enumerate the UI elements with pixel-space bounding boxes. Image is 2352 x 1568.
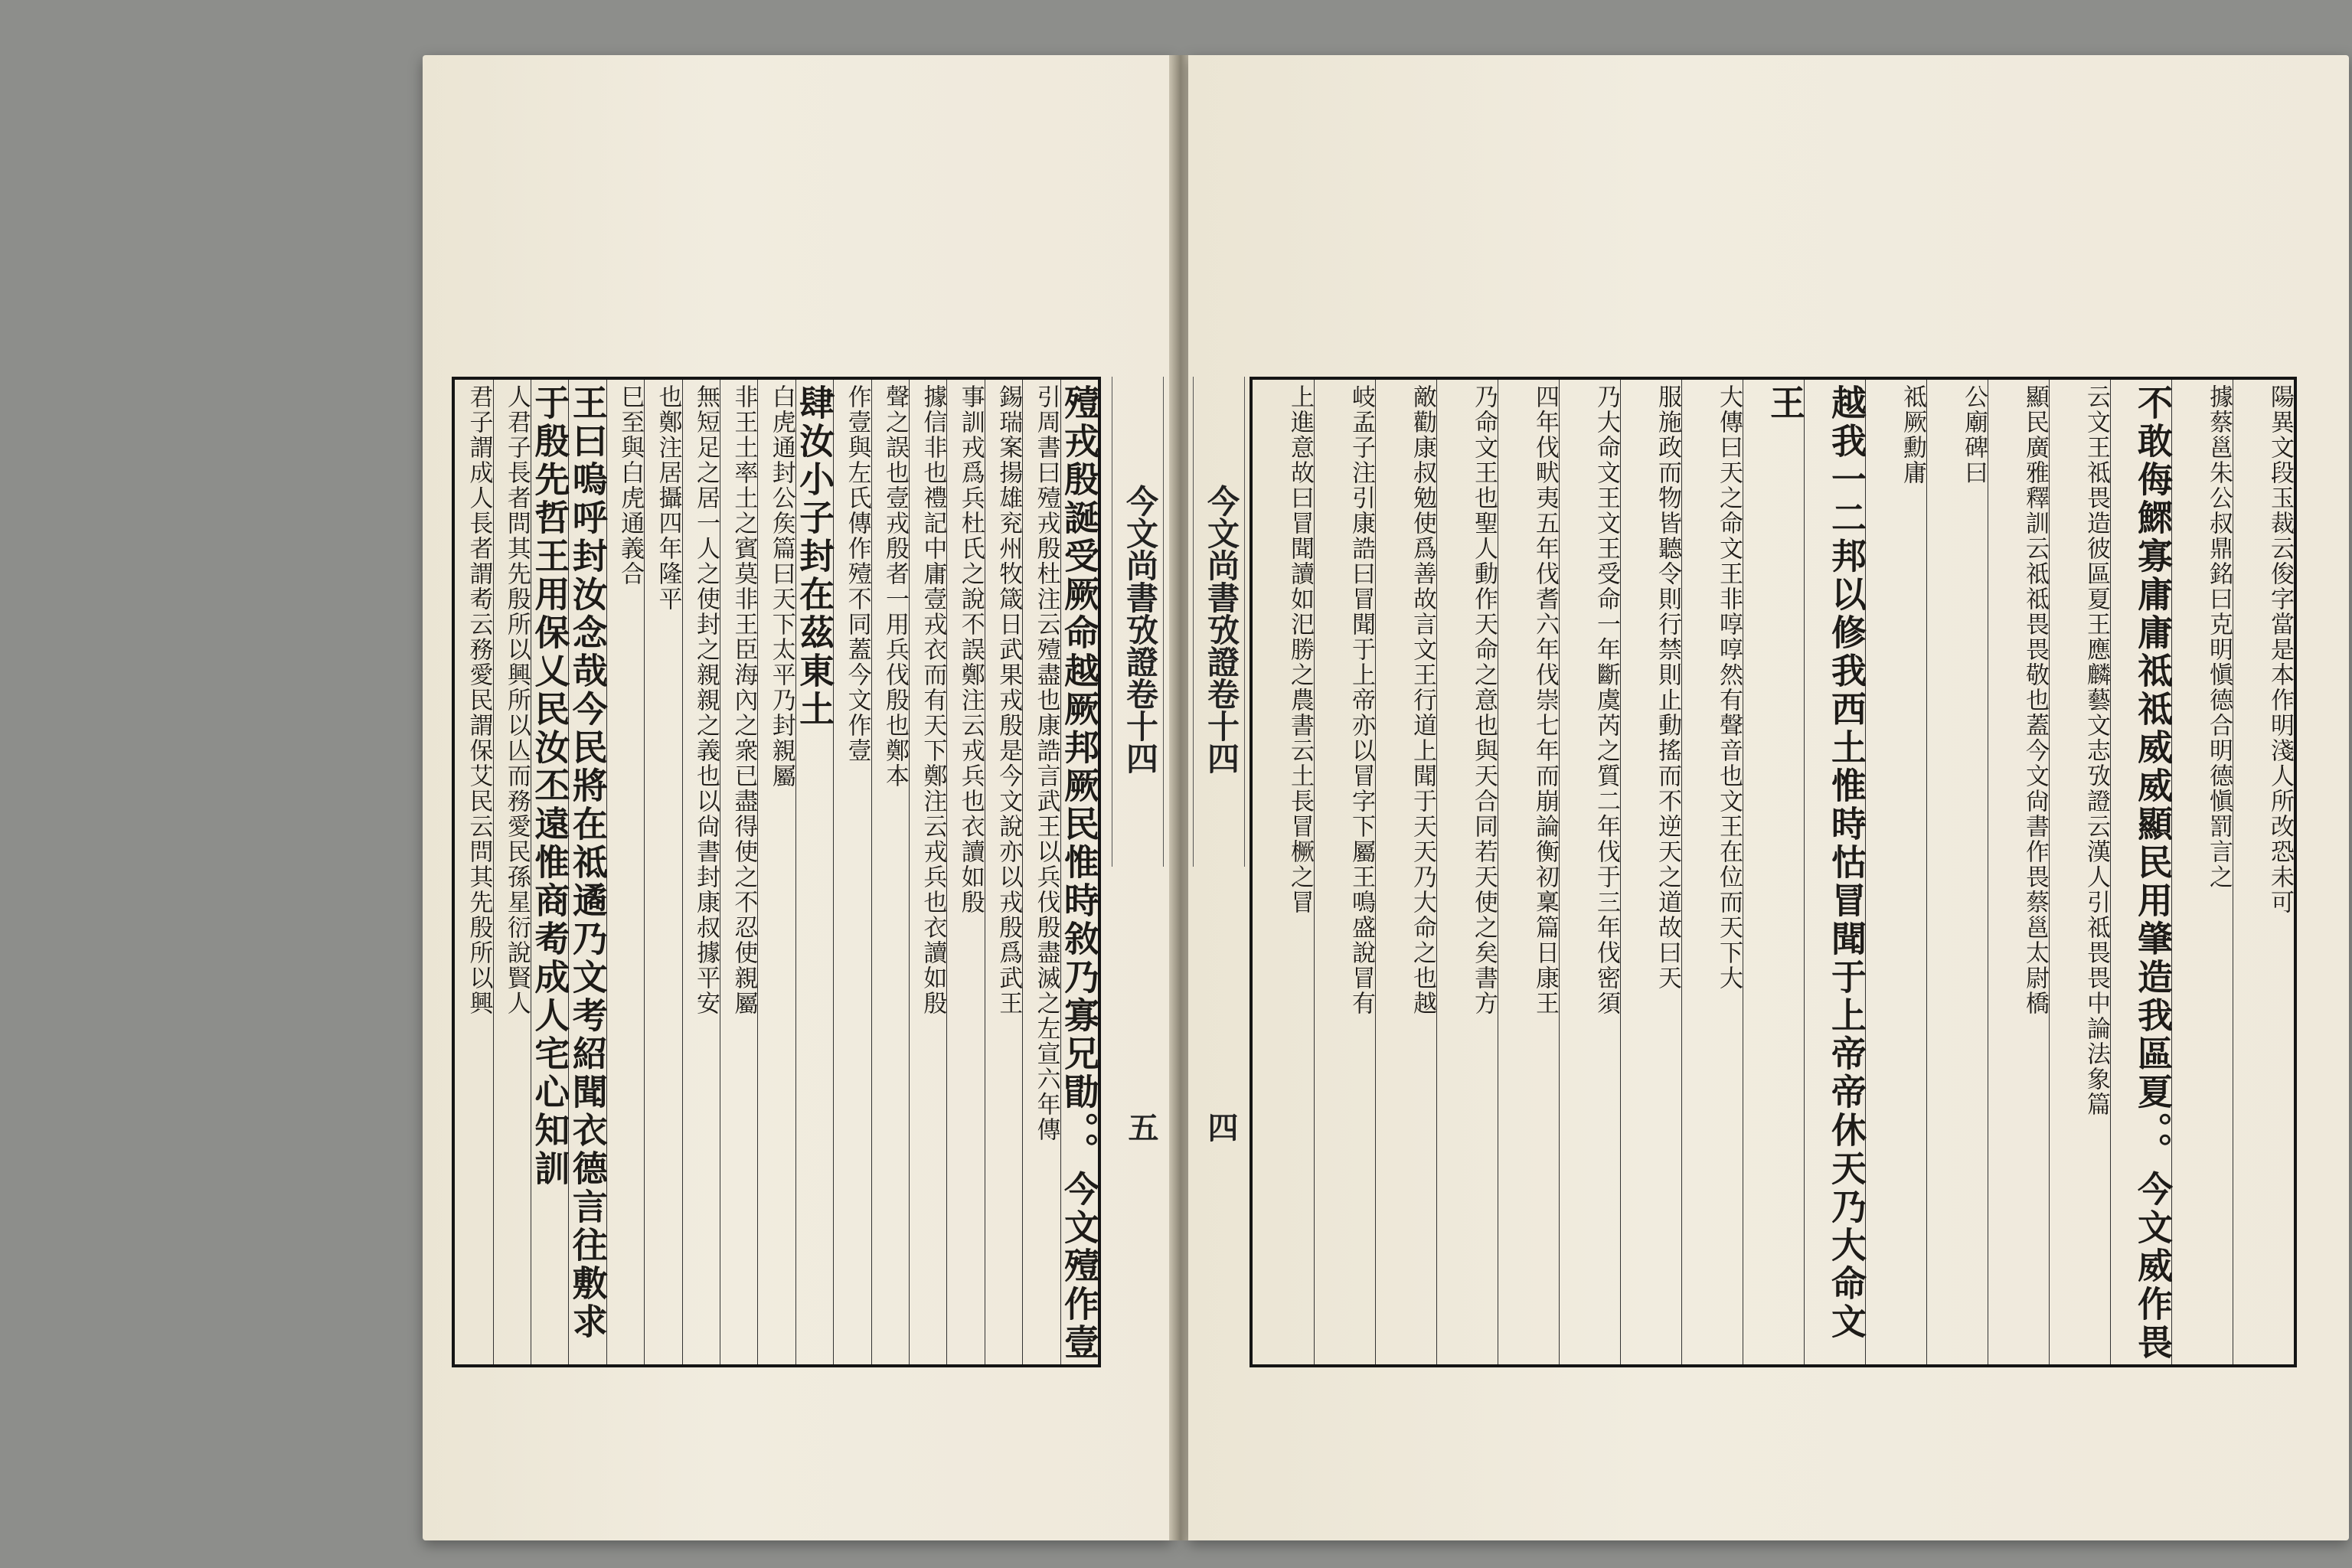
right-page-column bbox=[2233, 380, 2294, 1364]
main-text: 肆汝小子封在茲東土 bbox=[794, 384, 836, 729]
commentary-text: 白虎通封公矦篇曰天下太平乃封親屬 bbox=[767, 384, 795, 789]
right-page-column bbox=[1681, 380, 1743, 1364]
commentary-text: 引周書曰殪戎殷杜注云殪盡也康誥言武王以兵伐殷盡滅之左宣六年傳 bbox=[1032, 384, 1060, 1142]
right-page-frame bbox=[1250, 377, 2297, 1367]
left-page-column bbox=[529, 380, 571, 1364]
left-page-column bbox=[985, 380, 1022, 1364]
right-text-columns bbox=[1253, 380, 2294, 1364]
right-page-column bbox=[2110, 380, 2174, 1364]
right-page-column bbox=[1988, 380, 2049, 1364]
commentary-text: 人君子長者問其先殷所以興所以亾而務愛民孫星衍說賢人 bbox=[502, 384, 531, 1016]
main-text: 殪戎殷誕受厥命越厥邦厥民惟時敘乃寡兄勖。。今文殪作壹 bbox=[1059, 384, 1100, 1362]
left-page bbox=[423, 55, 1173, 1540]
right-page-column bbox=[1559, 380, 1620, 1364]
left-page-column bbox=[567, 380, 609, 1364]
right-page-column bbox=[1436, 380, 1498, 1364]
right-page-column bbox=[1620, 380, 1681, 1364]
main-text: 王曰嗚呼封汝念哉今民將在祗遹乃文考紹聞衣德言往敷求 bbox=[567, 384, 609, 1341]
right-page-column bbox=[1743, 380, 1804, 1364]
commentary-text: 祗厥勳庸 bbox=[1899, 384, 1926, 485]
right-page-column bbox=[1314, 380, 1375, 1364]
open-book bbox=[423, 55, 2349, 1540]
right-page-column bbox=[2171, 380, 2233, 1364]
left-page-column bbox=[1060, 380, 1098, 1364]
commentary-text: 也鄭注居攝四年隆平 bbox=[654, 384, 682, 612]
left-page-column bbox=[909, 380, 946, 1364]
right-page-column bbox=[1253, 380, 1314, 1364]
commentary-text: 顯民廣雅釋訓云祗祗畏畏敬也蓋今文尙書作畏蔡邕太尉橋 bbox=[2021, 384, 2049, 1016]
left-page-column bbox=[720, 380, 757, 1364]
commentary-text: 非王土率土之賓莫非王臣海內之衆已盡得使之不忍使親屬 bbox=[730, 384, 758, 1016]
commentary-text: 大傳曰天之命文王非啍啍然有聲音也文王在位而天下大 bbox=[1715, 384, 1743, 991]
commentary-text: 據蔡邕朱公叔鼎銘曰克明愼德合明德愼罰言之 bbox=[2205, 384, 2233, 890]
main-text: 不敢侮鰥寡庸庸祗祗威威顯民用肇造我區夏。。今文威作畏 bbox=[2132, 384, 2174, 1362]
commentary-text: 上進意故曰冒聞讀如汜勝之農書云土長冒橛之冒 bbox=[1286, 384, 1314, 915]
right-page-column bbox=[1865, 380, 1926, 1364]
commentary-text: 錫瑞案揚雄兖州牧箴日武果戎殷是今文說亦以戎殷爲武王 bbox=[995, 384, 1023, 1016]
commentary-text: 巳至與白虎通義合 bbox=[616, 384, 645, 586]
right-folio-title: 今文尚書攷證卷十四 bbox=[1193, 377, 1245, 867]
left-page-column bbox=[757, 380, 795, 1364]
left-page-column bbox=[794, 380, 836, 1364]
left-folio-title: 今文尚書攷證卷十四 bbox=[1112, 377, 1164, 867]
commentary-text: 君子謂成人長者謂耇云務愛民謂保艾民云問其先殷所以興 bbox=[465, 384, 493, 1016]
commentary-text: 事訓戎爲兵杜氏之說不誤鄭注云戎兵也衣讀如殷 bbox=[956, 384, 985, 915]
right-page-column bbox=[1804, 380, 1865, 1364]
commentary-text: 四年伐畎夷五年伐耆六年伐崇七年而崩論衡初稟篇日康王 bbox=[1531, 384, 1559, 1016]
commentary-text: 聲之誤也壹戎殷者一用兵伐殷也鄭本 bbox=[880, 384, 909, 789]
commentary-text: 乃命文王也聖人動作天命之意也與天合同若天使之矣書方 bbox=[1470, 384, 1498, 1016]
right-page-column bbox=[2049, 380, 2110, 1364]
left-page-column bbox=[1022, 380, 1060, 1364]
left-page-column bbox=[833, 380, 871, 1364]
right-page-number: 四 bbox=[1203, 1112, 1239, 1142]
left-page-number: 五 bbox=[1123, 1112, 1159, 1142]
commentary-text: 陽異文段玉裁云俊字當是本作明淺人所改恐未可 bbox=[2266, 384, 2294, 915]
right-page-column bbox=[1498, 380, 1559, 1364]
commentary-text: 無短足之居一人之使封之親親之義也以尙書封康叔據平安 bbox=[691, 384, 720, 1016]
commentary-text: 據信非也禮記中庸壹戎衣而有天下鄭注云戎兵也衣讀如殷 bbox=[919, 384, 947, 1016]
main-text: 越我一二邦以修我西土惟時怙冒聞于上帝帝休天乃大命文 bbox=[1826, 384, 1867, 1341]
commentary-text: 云文王祗畏造彼區夏王應麟藝文志攷證云漢人引祗畏畏中論法象篇 bbox=[2082, 384, 2110, 1117]
left-page-column bbox=[493, 380, 531, 1364]
left-page-column bbox=[644, 380, 681, 1364]
commentary-text: 公廟碑曰 bbox=[1960, 384, 1988, 485]
main-text: 王 bbox=[1765, 384, 1806, 423]
left-page-column bbox=[606, 380, 644, 1364]
left-page-column bbox=[455, 380, 492, 1364]
right-page-column bbox=[1926, 380, 1988, 1364]
right-page-column bbox=[1375, 380, 1436, 1364]
main-text: 于殷先哲王用保乂民汝丕遠惟商耇成人宅心知訓 bbox=[529, 384, 571, 1188]
left-page-column bbox=[682, 380, 720, 1364]
commentary-text: 服施政而物皆聽令則行禁則止動搖而不逆天之道故曰天 bbox=[1654, 384, 1681, 991]
right-page bbox=[1188, 55, 2349, 1540]
commentary-text: 乃大命文王文王受命一年斷虞芮之質二年伐于三年伐密須 bbox=[1592, 384, 1620, 1016]
commentary-text: 敵勸康叔勉使爲善故言文王行道上聞于天天乃大命之也越 bbox=[1409, 384, 1436, 1016]
left-page-column bbox=[871, 380, 909, 1364]
commentary-text: 作壹與左氏傳作殪不同蓋今文作壹 bbox=[843, 384, 871, 763]
left-text-columns bbox=[455, 380, 1098, 1364]
left-page-frame bbox=[452, 377, 1101, 1367]
commentary-text: 岐孟子注引康誥曰冒聞于上帝亦以冒字下屬王鳴盛說冒有 bbox=[1348, 384, 1375, 1016]
left-page-column bbox=[946, 380, 984, 1364]
